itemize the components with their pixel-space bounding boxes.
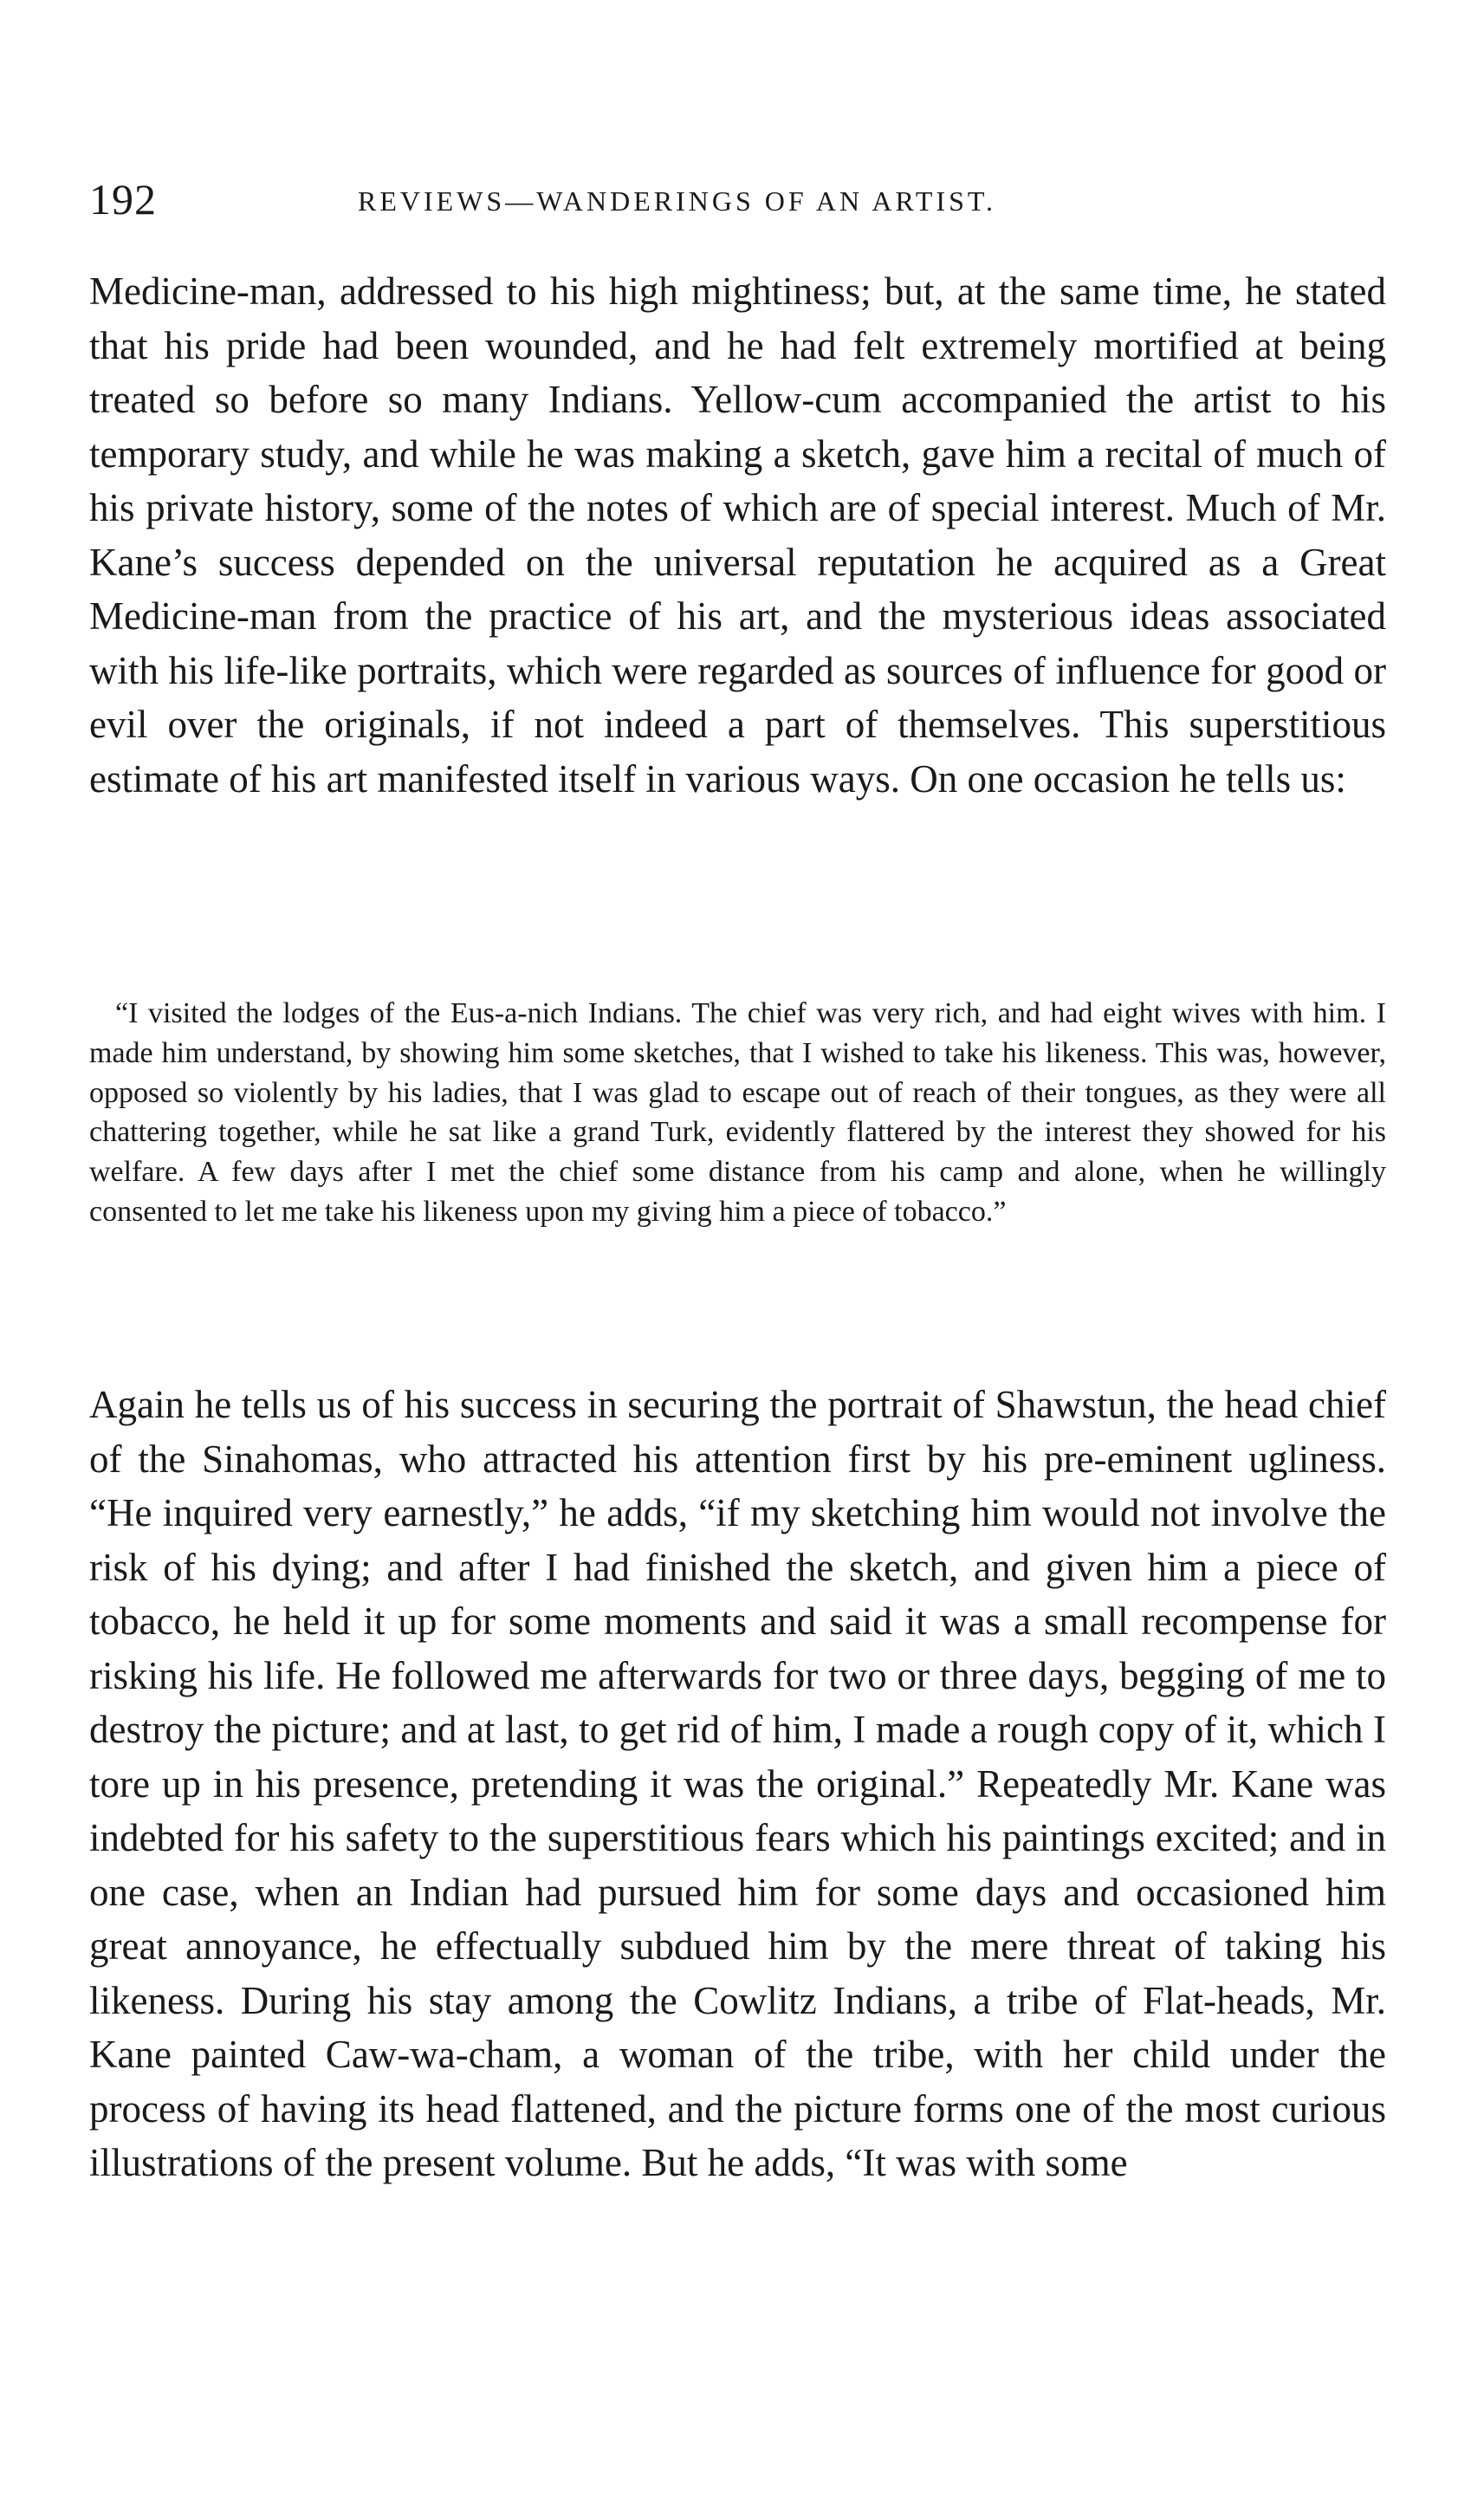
running-title: REVIEWS—WANDERINGS OF AN ARTIST. <box>358 185 997 217</box>
page-number: 192 <box>89 175 157 224</box>
running-head <box>89 173 1389 234</box>
block-quotation: “I visited the lodges of the Eus-a-nich Indians. The chief was very rich, and had eight wives with him. I made him understand, by showing him some sketches, that I wished to take his likeness. This was, however, opposed so violently by his ladies, that I was glad to escape out of reach of their tongues, as they were all chattering together, while he sat like a grand Turk, evidently flattered by the interest they showed for his welfare. A few days after I met the chief some distance from his camp and alone, when he willingly consented to let me take his likeness upon my giving him a piece of tobacco.” <box>89 997 1386 1228</box>
paragraph-1: Medicine-man, addressed to his high mightiness; but, at the same time, he stated that his pride had been wounded, and he had felt extremely mortified at being treated so before so many Indians. Yellow-cum accompanied the artist to his temporary study, and while he was making a sketch, gave him a recital of much of his private history, some of the notes of which are of special interest. Much of Mr. Kane’s success depended on the universal reputation he acquired as a Great Medicine-man from the practice of his art, and the mysterious ideas associated with his life-like portraits, which were regarded as sources of influence for good or evil over the originals, if not indeed a part of themselves. This superstitious estimate of his art manifested itself in various ways. On one occasion he tells us: <box>89 269 1386 801</box>
paragraph-2: Again he tells us of his success in securing the portrait of Shawstun, the head chief of the Sinahomas, who attracted his attention first by his pre-eminent ugliness. “He inquired very earnestly,” he adds, “if my sketching him would not involve the risk of his dying; and after I had finished the sketch, and given him a piece of tobacco, he held it up for some moments and said it was a small recompense for risking his life. He followed me afterwards for two or three days, begging of me to destroy the picture; and at last, to get rid of him, I made a rough copy of it, which I tore up in his presence, pretending it was the original.” Repeatedly Mr. Kane was indebted for his safety to the superstitious fears which his paintings excited; and in one case, when an Indian had pursued him for some days and occasioned him great annoyance, he effectually subdued him by the mere threat of taking his likeness. During his stay among the Cowlitz Indians, a tribe of Flat-heads, Mr. Kane painted Caw-wa-cham, a woman of the tribe, with her child under the process of having its head flattened, and the picture forms one of the most curious illustrations of the present volume. But he adds, “It was with some <box>89 1383 1386 2184</box>
